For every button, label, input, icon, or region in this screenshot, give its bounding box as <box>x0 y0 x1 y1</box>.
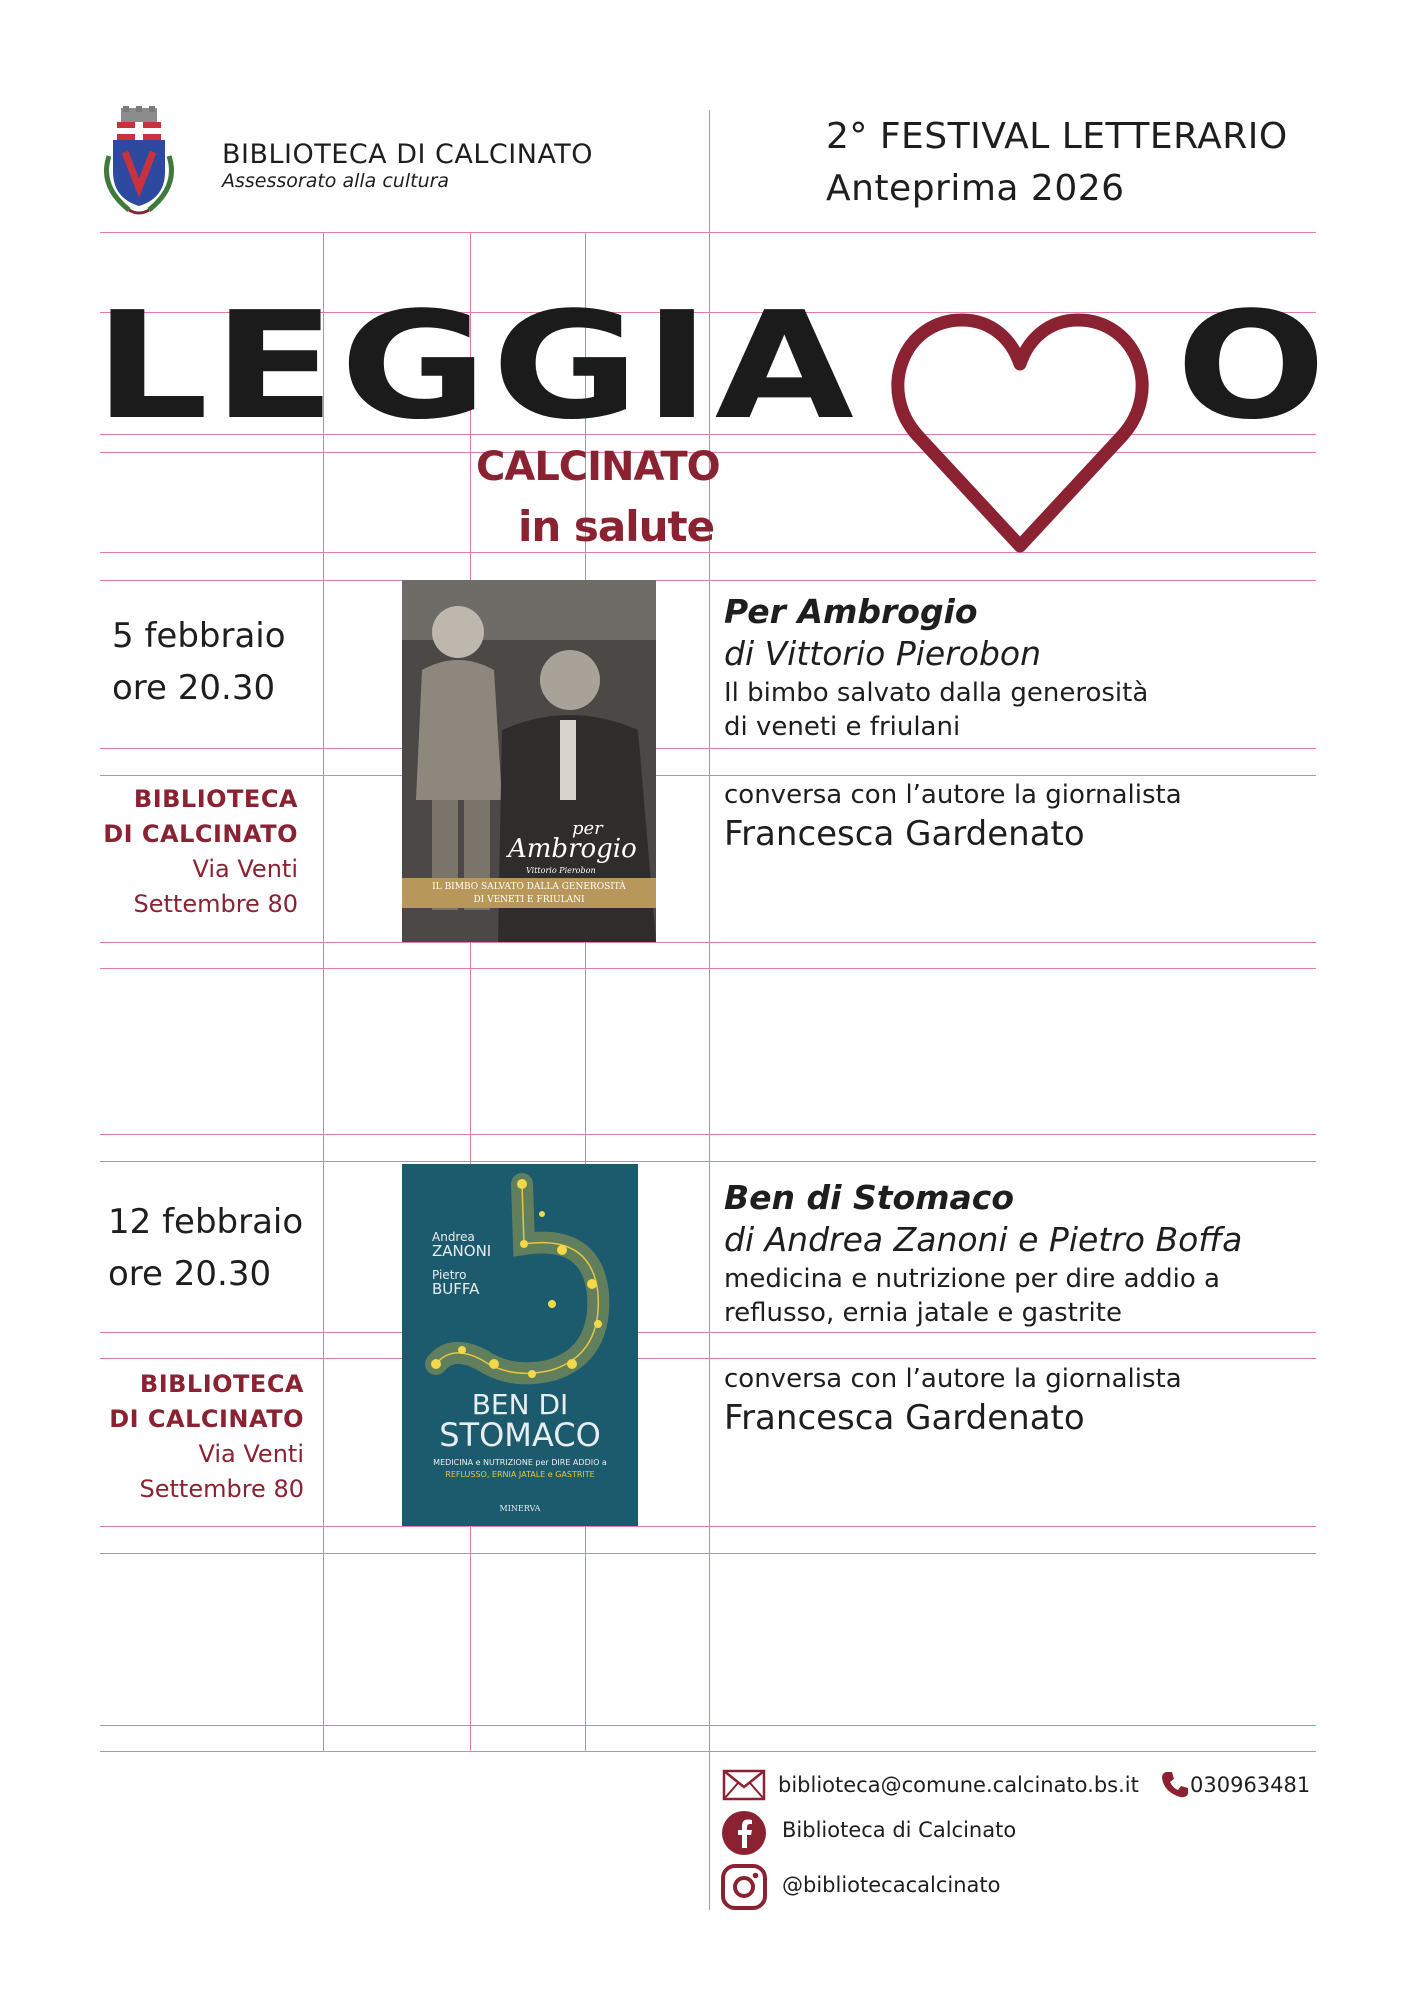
guest-name: Francesca Gardenato <box>724 1398 1085 1438</box>
cover-author1-first: Andrea <box>432 1230 475 1244</box>
phone-icon <box>1160 1770 1190 1800</box>
cover-band <box>402 878 656 908</box>
festival-edition: Anteprima 2026 <box>826 168 1125 209</box>
hero-city: CALCINATO <box>476 444 720 490</box>
guest-name: Francesca Gardenato <box>724 814 1085 854</box>
venue-line2: DI CALCINATO <box>103 820 298 848</box>
book-author: di Vittorio Pierobon <box>724 634 1042 673</box>
cover-publisher: MINERVA <box>499 1504 541 1513</box>
venue-line2: DI CALCINATO <box>109 1405 304 1433</box>
event-date <box>112 610 286 714</box>
cover-author2-first: Pietro <box>432 1268 467 1282</box>
cover-band-line1: IL BIMBO SALVATO DALLA GENEROSITÀ <box>432 882 626 892</box>
cover-title-line1: BEN DI <box>471 1388 569 1421</box>
event-date-day: 5 febbraio <box>112 616 286 656</box>
cover-subtitle-line2: REFLUSSO, ERNIA JATALE e GASTRITE <box>445 1470 595 1479</box>
municipal-crest-icon <box>99 106 179 218</box>
address-line1: Via Venti <box>192 855 298 883</box>
event-time: ore 20.30 <box>108 1254 272 1294</box>
address-line1: Via Venti <box>198 1440 304 1468</box>
facebook-icon[interactable] <box>721 1810 767 1856</box>
book-description-line1: medicina e nutrizione per dire addio a <box>724 1264 1220 1294</box>
event-date <box>108 1196 303 1300</box>
event-venue <box>109 1367 304 1507</box>
email-link[interactable]: biblioteca@comune.calcinato.bs.it <box>778 1773 1139 1797</box>
book-cover-image <box>402 580 656 942</box>
book-cover-image <box>402 1164 638 1526</box>
mail-icon <box>722 1769 766 1801</box>
event-time: ore 20.30 <box>112 668 276 708</box>
address-line2: Settembre 80 <box>133 890 298 918</box>
event-date-day: 12 febbraio <box>108 1202 304 1242</box>
book-title: Ben di Stomaco <box>724 1178 1015 1217</box>
heart-icon <box>880 306 1160 556</box>
instagram-link[interactable]: @bibliotecacalcinato <box>782 1873 1001 1897</box>
book-description-line2: reflusso, ernia jatale e gastrite <box>724 1298 1122 1328</box>
cover-author: Vittorio Pierobon <box>526 866 596 875</box>
hero-subtitle: in salute <box>518 502 715 551</box>
address-line2: Settembre 80 <box>139 1475 304 1503</box>
conversation-label: conversa con l’autore la giornalista <box>724 1364 1182 1394</box>
venue-line1: BIBLIOTECA <box>133 785 298 813</box>
festival-title: 2° FESTIVAL LETTERARIO <box>826 116 1288 157</box>
book-author: di Andrea Zanoni e Pietro Boffa <box>724 1220 1243 1259</box>
cover-subtitle-line1: MEDICINA e NUTRIZIONE per DIRE ADDIO a <box>433 1458 607 1467</box>
hero-word-right: O <box>1176 279 1331 453</box>
cover-title-line2: STOMACO <box>439 1416 601 1454</box>
conversation-label: conversa con l’autore la giornalista <box>724 780 1182 810</box>
book-title: Per Ambrogio <box>724 592 978 631</box>
cover-title-small: per <box>572 818 603 839</box>
book-description <box>724 676 1148 744</box>
event-venue <box>103 782 298 922</box>
instagram-icon[interactable] <box>721 1864 767 1910</box>
phone-link[interactable]: 030963481 <box>1190 1773 1311 1797</box>
cover-band-line2: DI VENETI E FRIULANI <box>473 895 585 905</box>
hero-word-left: LEGGIA <box>94 279 859 453</box>
cover-title: Ambrogio <box>508 834 637 864</box>
book-description-line1: Il bimbo salvato dalla generosità <box>724 678 1149 708</box>
library-subtitle: Assessorato alla cultura <box>222 170 450 192</box>
book-description-line2: di veneti e friulani <box>724 712 961 742</box>
library-name: BIBLIOTECA DI CALCINATO <box>222 139 594 170</box>
cover-author1-last: ZANONI <box>432 1242 492 1260</box>
venue-line1: BIBLIOTECA <box>139 1370 304 1398</box>
facebook-link[interactable]: Biblioteca di Calcinato <box>782 1818 1017 1842</box>
cover-author2-last: BUFFA <box>432 1280 480 1298</box>
book-description <box>724 1262 1220 1330</box>
